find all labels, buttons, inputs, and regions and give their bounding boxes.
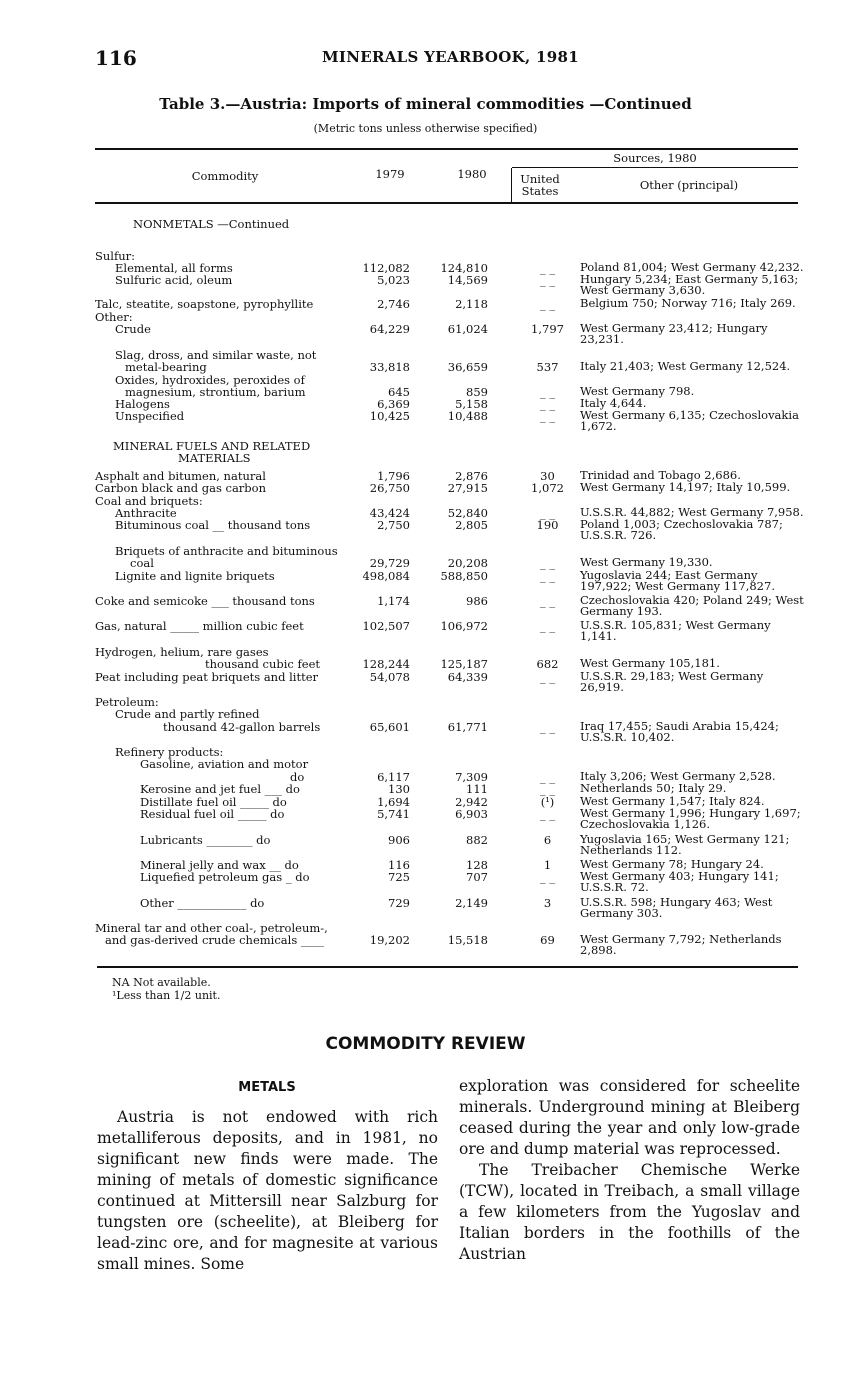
other-sources-cell: Czechoslovakia 420; Poland 249; West Germany 193.	[580, 593, 804, 618]
united-states-cell: 3	[543, 896, 552, 910]
body-column-left: Austria is not endowed with rich metalliferous deposits, and in 1981, no significant new finds were made. The mining of metals of domestic significance continued at Mittersill near Salzburg for tungsten ore (scheelite), at Bleiberg for lead-zinc ore, and for magnesite at various small mines. Some	[97, 1108, 438, 1273]
commodity-cell: Other:	[95, 310, 133, 324]
value-1980-cell: 124,810	[440, 261, 488, 275]
other-sources-cell: West Germany 798.	[580, 384, 695, 398]
value-1979-cell: 1,796	[377, 469, 410, 483]
other-sources-cell: U.S.S.R. 105,831; West Germany 1,141.	[580, 618, 771, 643]
commodity-cell: Halogens	[115, 397, 170, 411]
united-states-cell: _ _	[539, 556, 556, 570]
value-1979-cell: 10,425	[369, 409, 410, 423]
commodity-cell: Lubricants ________ do	[140, 833, 271, 847]
united-states-cell: _ _	[539, 385, 556, 399]
header-bottom-rule	[95, 202, 798, 204]
value-1979-cell: 26,750	[369, 481, 410, 495]
commodity-cell: Gas, natural _____ million cubic feet	[95, 619, 304, 633]
other-sources-cell: U.S.S.R. 44,882; West Germany 7,958.	[580, 505, 804, 519]
commodity-cell: Briquets of anthracite and bituminous	[115, 544, 338, 558]
value-1980-cell: 6,903	[455, 807, 488, 821]
header-united-states: United States	[520, 172, 560, 198]
value-1980-cell: 20,208	[447, 556, 488, 570]
value-1979-cell: 2,746	[377, 297, 410, 311]
value-1979-cell: 130	[388, 782, 410, 796]
value-1980-cell: 128	[466, 858, 488, 872]
value-1979-cell: 6,117	[377, 770, 410, 784]
value-1980-cell: 61,771	[447, 720, 488, 734]
value-1979-cell: 54,078	[369, 670, 410, 684]
other-sources-cell: West Germany 23,412; Hungary 23,231.	[580, 321, 768, 346]
commodity-cell: magnesium, strontium, barium	[125, 385, 306, 399]
value-1979-cell: 19,202	[369, 933, 410, 947]
united-states-cell: _ _	[539, 506, 556, 520]
header-1980: 1980	[457, 167, 487, 181]
united-states-cell: _ _	[539, 870, 556, 884]
value-1980-cell: 64,339	[447, 670, 488, 684]
other-sources-cell: Netherlands 50; Italy 29.	[580, 781, 727, 795]
value-1980-cell: 986	[466, 594, 488, 608]
commodity-cell: Peat including peat briquets and litter	[95, 670, 319, 684]
other-sources-cell: West Germany 14,197; Italy 10,599.	[580, 480, 791, 494]
other-sources-cell: West Germany 6,135; Czechoslovakia 1,672.	[580, 408, 799, 433]
value-1980-cell: 2,876	[455, 469, 488, 483]
value-1980-cell: 61,024	[447, 322, 488, 336]
united-states-cell: _ _	[539, 782, 556, 796]
commodity-cell: Talc, steatite, soapstone, pyrophyllite	[95, 297, 314, 311]
commodity-cell: Asphalt and bitumen, natural	[95, 469, 266, 483]
united-states-cell: 30	[540, 469, 555, 483]
value-1980-cell: 10,488	[447, 409, 488, 423]
united-states-cell: _ _	[539, 720, 556, 734]
value-1980-cell: 707	[466, 870, 488, 884]
value-1980-cell: 7,309	[455, 770, 488, 784]
value-1979-cell: 906	[388, 833, 410, 847]
other-sources-cell: Poland 81,004; West Germany 42,232.	[580, 260, 804, 274]
other-sources-cell: West Germany 1,547; Italy 824.	[580, 794, 765, 808]
commodity-cell: Refinery products:	[115, 745, 224, 759]
united-states-cell: _ _	[539, 297, 556, 311]
united-states-cell: _ _	[539, 770, 556, 784]
table-subtitle: (Metric tons unless otherwise specified)	[313, 122, 538, 135]
header-other: Other (principal)	[639, 178, 739, 192]
value-1979-cell: 498,084	[362, 569, 410, 583]
commodity-cell: Kerosine and jet fuel ___ do	[140, 782, 300, 796]
commodity-cell: Bituminous coal __ thousand tons	[115, 518, 311, 532]
commodity-cell: coal	[130, 556, 154, 570]
united-states-cell: _ _	[539, 569, 556, 583]
commodity-cell: MINERAL FUELS AND RELATED	[113, 439, 311, 453]
value-1980-cell: 859	[466, 385, 488, 399]
other-sources-cell: West Germany 105,181.	[580, 656, 720, 670]
united-states-cell: _ _	[539, 397, 556, 411]
value-1979-cell: 5,023	[377, 273, 410, 287]
value-1979-cell: 1,694	[377, 795, 410, 809]
united-states-cell: _ _	[539, 273, 556, 287]
running-head: MINERALS YEARBOOK, 1981	[322, 48, 579, 66]
body-column-right-para1: exploration was considered for scheelite minerals. Underground mining at Bleiberg ceased during the year and only low-grade ore and dump material was reprocessed.	[459, 1077, 800, 1158]
united-states-cell: (¹)	[540, 795, 555, 809]
header-1979: 1979	[375, 167, 405, 181]
value-1980-cell: 27,915	[447, 481, 488, 495]
commodity-cell: Coke and semicoke ___ thousand tons	[95, 594, 315, 608]
united-states-cell: 1	[543, 858, 552, 872]
value-1980-cell: 882	[466, 833, 488, 847]
commodity-cell: Distillate fuel oil _____ do	[140, 795, 287, 809]
footnote-1: ¹Less than 1/2 unit.	[112, 989, 221, 1002]
body-column-right-para2: The Treibacher Chemische Werke (TCW), located in Treibach, a small village a few kilometers from the Yugoslav and Italian borders in the foothills of the Austrian	[459, 1161, 800, 1263]
page-number: 116	[95, 46, 137, 70]
value-1980-cell: 588,850	[440, 569, 488, 583]
value-1979-cell: 102,507	[362, 619, 410, 633]
united-states-cell: 6	[543, 833, 552, 847]
commodity-cell: Anthracite	[115, 506, 177, 520]
other-sources-cell: Yugoslavia 244; East Germany 197,922; West Germany 117,827.	[580, 568, 775, 593]
value-1979-cell: 2,750	[377, 518, 410, 532]
other-sources-cell: West Germany 78; Hungary 24.	[580, 857, 764, 871]
commodity-cell: metal-bearing	[125, 360, 207, 374]
commodity-cell: Sulfur:	[95, 249, 135, 263]
other-sources-cell: Italy 4,644.	[580, 396, 647, 410]
other-sources-cell: Italy 21,403; West Germany 12,524.	[580, 359, 791, 373]
table-title: Table 3.—Austria: Imports of mineral commodities —Continued	[159, 95, 692, 113]
commodity-cell: Coal and briquets:	[95, 494, 203, 508]
commodity-cell: Liquefied petroleum gas _ do	[140, 870, 310, 884]
commodity-cell: Unspecified	[115, 409, 185, 423]
other-sources-cell: Italy 3,206; West Germany 2,528.	[580, 769, 776, 783]
value-1980-cell: 2,942	[455, 795, 488, 809]
value-1980-cell: 15,518	[447, 933, 488, 947]
subsection-heading: METALS	[238, 1080, 296, 1095]
united-states-cell: 537	[536, 360, 559, 374]
united-states-cell: 1,072	[531, 481, 564, 495]
commodity-cell: thousand cubic feet	[205, 657, 321, 671]
value-1979-cell: 725	[388, 870, 410, 884]
united-states-cell: 1,797	[531, 322, 564, 336]
commodity-cell: Residual fuel oil _____ do	[140, 807, 285, 821]
other-sources-cell: West Germany 7,792; Netherlands 2,898.	[580, 932, 782, 957]
united-states-cell: 190	[536, 518, 559, 532]
value-1979-cell: 128,244	[362, 657, 410, 671]
value-1979-cell: 43,424	[369, 506, 410, 520]
other-sources-cell: West Germany 1,996; Hungary 1,697; Czechoslovakia 1,126.	[580, 806, 801, 831]
value-1979-cell: 5,741	[377, 807, 410, 821]
united-states-cell: _ _	[539, 261, 556, 275]
value-1980-cell: 5,158	[455, 397, 488, 411]
commodity-cell: Elemental, all forms	[115, 261, 233, 275]
commodity-cell: Slag, dross, and similar waste, not	[115, 348, 317, 362]
value-1980-cell: 106,972	[440, 619, 488, 633]
united-states-cell: 69	[540, 933, 555, 947]
value-1979-cell: 1,174	[377, 594, 410, 608]
footnote-na: NA Not available.	[112, 976, 211, 989]
united-states-cell: _ _	[539, 619, 556, 633]
value-1979-cell: 65,601	[369, 720, 410, 734]
commodity-cell: Sulfuric acid, oleum	[115, 273, 233, 287]
value-1979-cell: 729	[388, 896, 410, 910]
value-1979-cell: 29,729	[369, 556, 410, 570]
other-sources-cell: Yugoslavia 165; West Germany 121; Netherlands 112.	[580, 832, 790, 857]
commodity-cell: Mineral jelly and wax __ do	[140, 858, 299, 872]
value-1980-cell: 52,840	[447, 506, 488, 520]
value-1979-cell: 6,369	[377, 397, 410, 411]
us-divider	[511, 168, 512, 202]
commodity-cell: do	[290, 770, 305, 784]
commodity-cell: Hydrogen, helium, rare gases	[95, 645, 269, 659]
other-sources-cell: Hungary 5,234; East Germany 5,163; West Germany 3,630.	[580, 272, 799, 297]
united-states-cell: _ _	[539, 594, 556, 608]
value-1979-cell: 64,229	[369, 322, 410, 336]
commodity-cell: MATERIALS	[178, 451, 251, 465]
other-sources-cell: U.S.S.R. 29,183; West Germany 26,919.	[580, 669, 764, 694]
value-1979-cell: 33,818	[369, 360, 410, 374]
header-sources: Sources, 1980	[613, 151, 697, 165]
header-commodity: Commodity	[191, 169, 259, 183]
commodity-cell: Mineral tar and other coal-, petroleum-,	[95, 921, 328, 935]
united-states-cell: _ _	[539, 409, 556, 423]
united-states-cell: 682	[536, 657, 559, 671]
other-sources-cell: West Germany 403; Hungary 141; U.S.S.R. 72.	[580, 869, 779, 894]
table-bottom-rule	[97, 966, 798, 968]
commodity-cell: Other ____________ do	[140, 896, 265, 910]
table-top-rule	[95, 148, 798, 150]
other-sources-cell: U.S.S.R. 598; Hungary 463; West Germany 303.	[580, 895, 773, 920]
value-1979-cell: 112,082	[362, 261, 410, 275]
commodity-cell: and gas-derived crude chemicals ____	[105, 933, 324, 947]
section-heading: COMMODITY REVIEW	[325, 1034, 526, 1054]
sources-rule	[512, 167, 798, 168]
commodity-cell: Petroleum:	[95, 695, 159, 709]
value-1979-cell: 116	[388, 858, 410, 872]
other-sources-cell: Trinidad and Tobago 2,686.	[580, 468, 741, 482]
value-1980-cell: 2,805	[455, 518, 488, 532]
commodity-cell: Crude	[115, 322, 151, 336]
value-1980-cell: 36,659	[447, 360, 488, 374]
commodity-cell: Crude and partly refined	[115, 707, 260, 721]
commodity-cell: thousand 42-gallon barrels	[163, 720, 321, 734]
value-1980-cell: 111	[466, 782, 488, 796]
united-states-cell: _ _	[539, 807, 556, 821]
other-sources-cell: Iraq 17,455; Saudi Arabia 15,424; U.S.S.R. 10,402.	[580, 719, 779, 744]
commodity-cell: Lignite and lignite briquets	[115, 569, 275, 583]
value-1980-cell: 2,149	[455, 896, 488, 910]
value-1980-cell: 2,118	[455, 297, 488, 311]
value-1980-cell: 14,569	[447, 273, 488, 287]
other-sources-cell: Belgium 750; Norway 716; Italy 269.	[580, 296, 796, 310]
united-states-cell: _ _	[539, 670, 556, 684]
value-1980-cell: 125,187	[440, 657, 488, 671]
commodity-cell: NONMETALS —Continued	[133, 217, 290, 231]
commodity-cell: Gasoline, aviation and motor	[140, 757, 309, 771]
other-sources-cell: West Germany 19,330.	[580, 555, 713, 569]
other-sources-cell: Poland 1,003; Czechoslovakia 787; U.S.S.R. 726.	[580, 517, 783, 542]
commodity-cell: Carbon black and gas carbon	[95, 481, 267, 495]
value-1979-cell: 645	[388, 385, 410, 399]
commodity-cell: Oxides, hydroxides, peroxides of	[115, 373, 305, 387]
